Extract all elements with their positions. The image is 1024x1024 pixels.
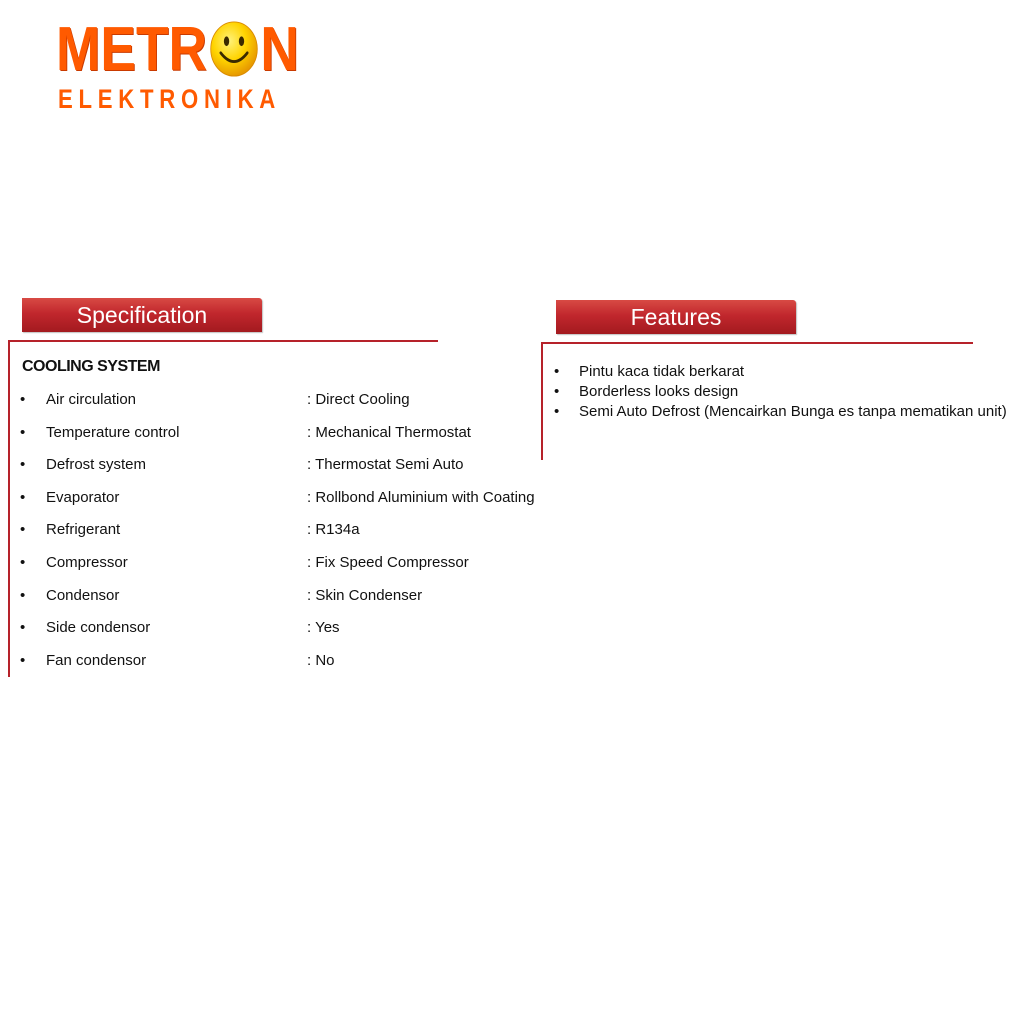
features-divider-line [543,342,973,344]
bullet: • [20,391,26,408]
spec-label: Fan condensor [46,651,147,669]
bullet: • [20,553,26,571]
spec-row-refrigerant [20,519,560,552]
spec-label: Evaporator [46,488,120,506]
spec-label: Air circulation [46,391,137,408]
spec-label: Temperature control [46,423,180,441]
spec-row-condensor [20,585,560,618]
bullet: • [20,488,26,506]
spec-value: : Thermostat Semi Auto [307,456,464,474]
spec-row-air-circulation [20,389,560,422]
bullet: • [554,363,560,380]
features-tab [556,300,796,334]
spec-value: : R134a [307,521,360,539]
specification-divider-line [8,340,438,342]
bullet: • [554,383,560,400]
spec-row-temperature-control [20,422,560,455]
spec-value: : Skin Condenser [307,586,423,604]
spec-label: Condensor [46,586,120,604]
spec-row-compressor [20,552,560,585]
metron-elektronika-logo [56,14,336,114]
bullet: • [20,521,26,539]
spec-row-defrost-system [20,454,560,487]
logo-wordmark [56,14,299,84]
bullet: • [20,586,26,604]
bullet: • [554,403,560,420]
specification-left-border [8,340,10,677]
specification-list [20,389,560,682]
spec-label: Side condensor [46,619,151,637]
logo-text-start: METR [56,14,208,84]
logo-subtitle: ELEKTRONIKA [58,84,282,114]
spec-value: : Fix Speed Compressor [307,553,469,571]
feature-text: Borderless looks design [579,383,739,400]
specification-tab-label: Specification [76,301,208,328]
logo-text-end: N [260,14,299,84]
spec-value: : Rollbond Aluminium with Coating [307,488,535,506]
features-tab-label: Features [630,303,722,330]
spec-value: : Direct Cooling [307,391,410,408]
bullet: • [20,423,26,441]
feature-text: Semi Auto Defrost (Mencairkan Bunga es tanpa mematikan unit) [579,403,1007,420]
bullet: • [20,456,26,474]
spec-value: : Mechanical Thermostat [307,423,471,441]
spec-value: : No [307,651,335,669]
bullet: • [20,619,26,637]
smiley-face-icon [209,20,259,78]
spec-row-evaporator [20,487,560,520]
spec-label: Refrigerant [46,521,121,539]
cooling-system-heading: COOLING SYSTEM [22,358,160,375]
spec-value: : Yes [307,619,340,637]
specification-tab [22,298,262,332]
spec-row-fan-condensor [20,650,560,683]
spec-row-side-condensor [20,617,560,650]
feature-text: Pintu kaca tidak berkarat [579,363,745,380]
spec-label: Compressor [46,553,128,571]
bullet: • [20,651,26,669]
spec-label: Defrost system [46,456,147,474]
features-left-border [541,342,543,460]
